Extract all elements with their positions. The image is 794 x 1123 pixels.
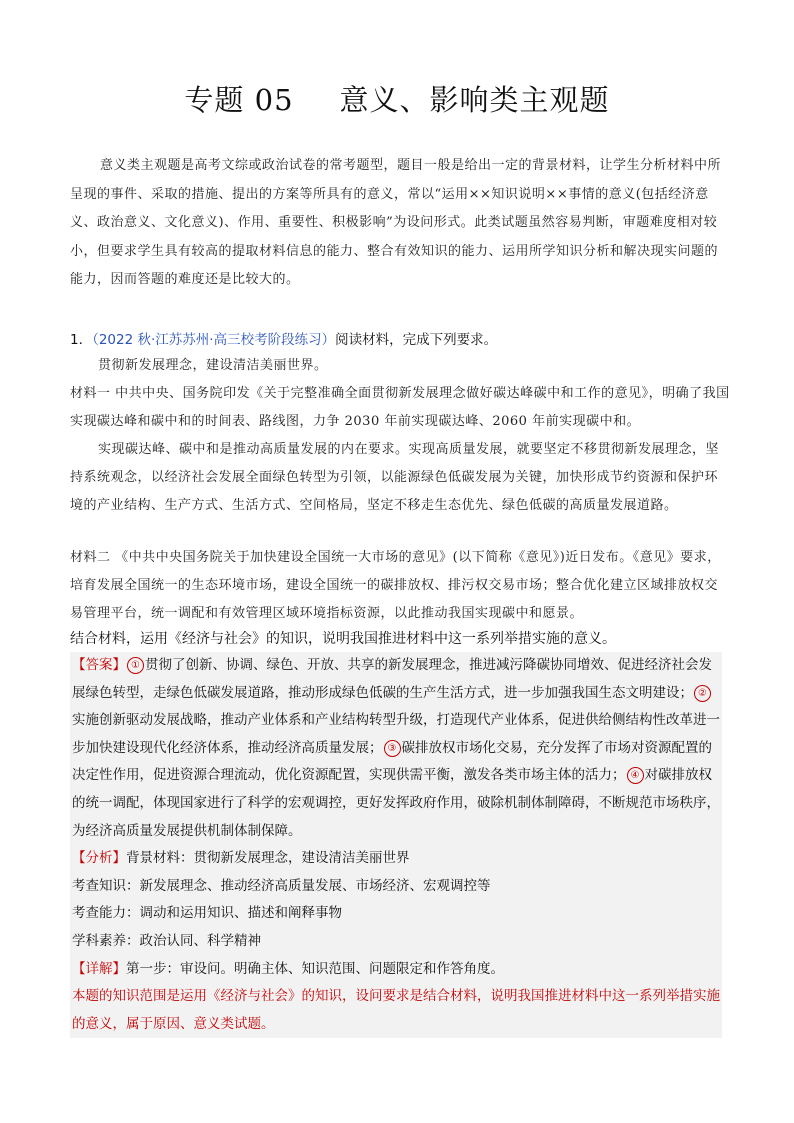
question-source: （2022 秋·江苏苏州·高三校考阶段练习） — [92, 332, 336, 348]
question-prompt: 结合材料，运用《经济与社会》的知识，说明我国推进材料中这一系列举措实施的意义。 — [70, 631, 616, 647]
answer-point-3: 碳排放权市场化交易，充分发挥了市场对资源配置的决定性作用，促进资源合理流动，优化资源配置，实现供需平衡，激发各类市场主体的活力； — [72, 739, 712, 784]
analysis-tag: 【分析】 — [72, 850, 126, 867]
page-title — [0, 78, 794, 119]
detail-step-one-text: 第一步：审设问。明确主体、知识范围、问题限定和作答角度。 — [126, 960, 504, 977]
question-number: 1． — [70, 332, 93, 348]
material-two: 材料二 《中共中央国务院关于加快建设全国统一大市场的意见》(以下简称《意见》)近日发布。《意见》要求，培育发展全国统一的生态环境市场，建设全国统一的碳排放权、排污权交易市场；整合优化建立区域排放权交易管理平台，统一调配和有效管理区域环境指标资源，以此推动我国实现碳中和愿景。 — [70, 550, 721, 621]
answer-point-4: 对碳排放权的统一调配，体现国家进行了科学的宏观调控，更好发挥政府作用，破除机制体制障碍，不断规范市场秩序，为经济高质量发展提供机制体制保障。 — [72, 767, 720, 839]
intro-paragraph: 意义类主观题是高考文综或政治试卷的常考题型，题目一般是给出一定的背景材料，让学生分析材料中所呈现的事件、采取的措施、提出的方案等所具有的意义，常以“运用××知识说明××事情的意义(包括经济意义、政治意义、文化意义)、作用、重要性、积极影响”为设问形式。此类试题虽然容易判断，审题难度相对较小，但要求学生具有较高的提取材料信息的能力、整合有效知识的能力、运用所学知识分析和解决现实问题的能力，因而答题的难度还是比较大的。 — [70, 158, 722, 287]
title-topic-name: 意义、影响类主观题 — [339, 83, 610, 117]
analysis-background-text: 背景材料：贯彻新发展理念，建设清洁美丽世界 — [126, 850, 410, 867]
answer-point-2: 实施创新驱动发展战略，推动产业体系和产业结构转型升级，打造现代产业体系，促进供给侧结构性改革进一步加快建设现代化经济体系，推动经济高质量发展； — [72, 712, 720, 756]
answer-point-3-marker: ③ — [384, 740, 401, 757]
detail-scope: 本题的知识范围是运用《经济与社会》的知识，设问要求是结合材料，说明我国推进材料中这一系列举措实施的意义，属于原因、意义类试题。 — [72, 988, 720, 1032]
answer-section — [70, 652, 722, 845]
question-instruction: 阅读材料，完成下列要求。 — [335, 332, 498, 348]
solution-block — [70, 652, 722, 1038]
detail-step-one — [70, 956, 722, 984]
analysis-ability: 考查能力：调动和运用知识、描述和阐释事物 — [72, 905, 342, 922]
question-header — [70, 328, 730, 348]
detail-tag: 【详解】 — [72, 960, 126, 977]
analysis-knowledge: 考查知识：新发展理念、推动经济高质量发展、市场经济、宏观调控等 — [72, 877, 491, 894]
answer-point-1: 贯彻了创新、协调、绿色、开放、共享的新发展理念，推进减污降碳协同增效、促进经济社会发展绿色转型，走绿色低碳发展道路，推动形成绿色低碳的生产生活方式，进一步加强我国生态文明建设； — [72, 657, 712, 701]
answer-point-4-marker: ④ — [627, 767, 644, 784]
answer-tag: 【答案】 — [72, 657, 126, 673]
material-one-intro: 材料一 中共中央、国务院印发《关于完整准确全面贯彻新发展理念做好碳达峰碳中和工作的意见》，明确了我国实现碳达峰和碳中和的时间表、路线图，力争 2030 年前实现碳达峰、2060 年前实现碳中和。 — [70, 386, 730, 429]
analysis-background — [70, 845, 722, 873]
title-topic-number: 专题 05 — [184, 83, 294, 117]
answer-point-1-marker: ① — [127, 657, 144, 674]
question-theme: 贯彻新发展理念，建设清洁美丽世界。 — [98, 358, 328, 373]
answer-point-2-marker: ② — [694, 685, 711, 702]
analysis-literacy: 学科素养：政治认同、科学精神 — [72, 932, 261, 949]
material-one-body: 实现碳达峰、碳中和是推动高质量发展的内在要求。实现高质量发展，就要坚定不移贯彻新发展理念，坚持系统观念，以经济社会发展全面绿色转型为引领，以能源绿色低碳发展为关键，加快形成节约资源和保护环境的产业结构、生产方式、生活方式、空间格局，坚定不移走生态优先、绿色低碳的高质量发展道路。 — [70, 442, 720, 513]
